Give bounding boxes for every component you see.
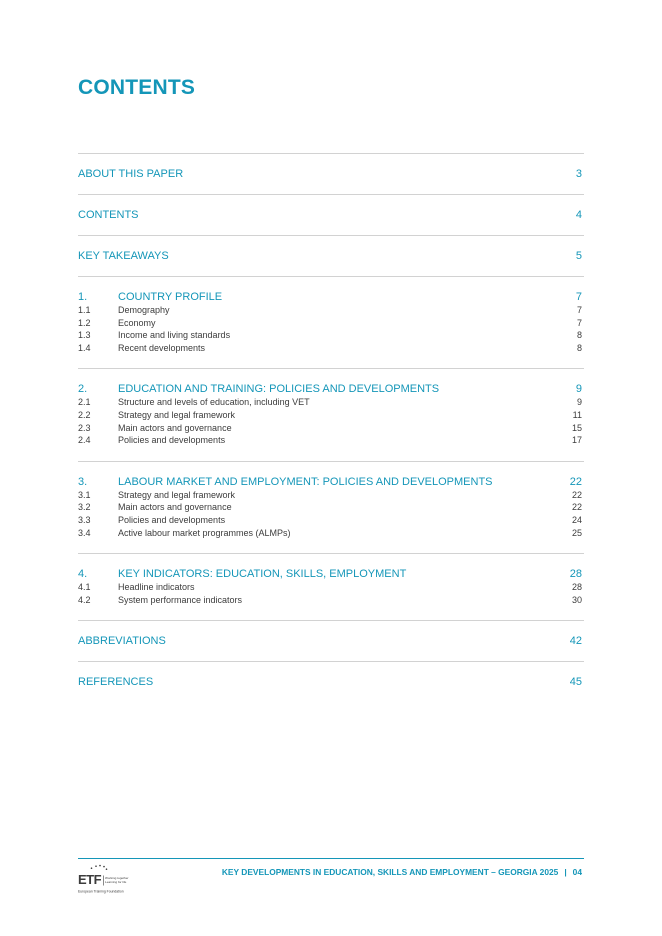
section-number: 3. [78, 475, 88, 488]
footer-separator: | [564, 867, 567, 877]
subentry-page: 7 [576, 317, 582, 328]
subentry-label: Income and living standards [118, 330, 231, 341]
subentry-page: 7 [576, 305, 582, 315]
subentry-number: 3.2 [78, 502, 91, 513]
toc-section-3 [78, 462, 584, 553]
footer-page-number: 04 [572, 867, 582, 877]
toc-entry-takeaways[interactable] [78, 236, 584, 276]
subentry-page: 17 [571, 435, 582, 446]
toc-entry-page: 3 [575, 168, 582, 180]
toc-entry-label: ABBREVIATIONS [78, 635, 166, 648]
toc-entry-abbreviations[interactable] [78, 621, 584, 661]
toc-entry-label: CONTENTS [78, 209, 139, 221]
subentry-page: 8 [576, 330, 582, 341]
subentry-label: Structure and levels of education, including VET [118, 397, 310, 408]
toc-entry-label: ABOUT THIS PAPER [78, 168, 184, 180]
section-label: EDUCATION AND TRAINING: POLICIES AND DEVELOPMENTS [118, 383, 440, 396]
page-title: CONTENTS [78, 76, 196, 99]
toc-subentry[interactable] [78, 501, 584, 514]
toc-subentry[interactable] [78, 514, 584, 527]
subentry-page: 15 [571, 422, 582, 433]
table-of-contents [78, 153, 584, 702]
toc-subentry[interactable] [78, 329, 584, 342]
subentry-number: 2.3 [78, 422, 91, 433]
subentry-label: Strategy and legal framework [118, 409, 236, 420]
subentry-number: 1.3 [78, 330, 91, 341]
toc-subentry[interactable] [78, 342, 584, 355]
toc-entry-page: 4 [575, 209, 582, 221]
section-number: 2. [78, 383, 88, 396]
subentry-label: Demography [118, 305, 170, 315]
section-page: 28 [569, 568, 582, 581]
subentry-number: 1.4 [78, 342, 91, 353]
subentry-label: Recent developments [118, 342, 206, 353]
subentry-page: 8 [576, 342, 582, 353]
subentry-label: Policies and developments [118, 435, 226, 446]
section-page: 22 [569, 475, 582, 488]
subentry-label: Main actors and governance [118, 422, 232, 433]
toc-entry-about[interactable] [78, 154, 584, 194]
subentry-number: 2.4 [78, 435, 91, 446]
subentry-number: 1.2 [78, 317, 91, 328]
toc-entry-contents[interactable] [78, 195, 584, 235]
subentry-label: Policies and developments [118, 514, 226, 525]
toc-subentry[interactable] [78, 396, 584, 409]
toc-subentry[interactable] [78, 422, 584, 435]
subentry-number: 3.3 [78, 514, 91, 525]
subentry-page: 22 [571, 502, 582, 513]
toc-entry-page: 45 [569, 676, 582, 689]
subentry-label: Active labour market programmes (ALMPs) [118, 527, 291, 538]
subentry-label: Headline indicators [118, 582, 195, 593]
etf-logo [78, 864, 130, 894]
toc-entry-page: 5 [575, 250, 582, 262]
subentry-page: 24 [571, 514, 582, 525]
svg-text:European Training Foundation: European Training Foundation [78, 889, 124, 894]
toc-section-heading[interactable] [78, 475, 584, 489]
subentry-number: 2.1 [78, 397, 91, 408]
toc-entry-label: REFERENCES [78, 676, 154, 689]
subentry-number: 1.1 [78, 305, 91, 315]
toc-subentry[interactable] [78, 581, 584, 594]
toc-section-4 [78, 554, 584, 620]
subentry-label: Main actors and governance [118, 502, 232, 513]
subentry-number: 2.2 [78, 409, 91, 420]
toc-section-heading[interactable] [78, 290, 584, 304]
toc-subentry[interactable] [78, 594, 584, 607]
toc-entry-label: KEY TAKEAWAYS [78, 250, 169, 262]
toc-entry-references[interactable] [78, 662, 584, 702]
section-number: 1. [78, 291, 88, 303]
toc-section-heading[interactable] [78, 382, 584, 396]
toc-subentry[interactable] [78, 489, 584, 502]
footer-divider [78, 858, 584, 859]
svg-text:Working together: Working together [105, 876, 129, 880]
toc-subentry[interactable] [78, 527, 584, 540]
subentry-page: 11 [572, 409, 582, 420]
toc-subentry[interactable] [78, 434, 584, 447]
running-footer [222, 867, 582, 877]
subentry-number: 3.1 [78, 489, 91, 500]
section-label: KEY INDICATORS: EDUCATION, SKILLS, EMPLOYMENT [118, 568, 407, 581]
footer-title: KEY DEVELOPMENTS IN EDUCATION, SKILLS AND EMPLOYMENT – GEORGIA 2025 [221, 867, 559, 877]
section-page: 9 [575, 383, 582, 396]
toc-subentry[interactable] [78, 317, 584, 330]
subentry-label: System performance indicators [118, 594, 243, 605]
subentry-number: 4.1 [78, 582, 91, 593]
svg-text:ETF: ETF [78, 872, 102, 887]
svg-text:Learning for life: Learning for life [105, 880, 127, 884]
toc-subentry[interactable] [78, 304, 584, 317]
subentry-page: 9 [576, 397, 582, 408]
subentry-page: 28 [571, 582, 582, 593]
section-label: COUNTRY PROFILE [118, 291, 223, 303]
subentry-label: Strategy and legal framework [118, 489, 236, 500]
toc-section-1 [78, 277, 584, 368]
toc-entry-page: 42 [569, 635, 582, 648]
section-number: 4. [78, 568, 88, 581]
section-label: LABOUR MARKET AND EMPLOYMENT: POLICIES AND DEVELOPMENTS [118, 475, 493, 488]
subentry-page: 25 [571, 527, 582, 538]
toc-section-2 [78, 369, 584, 460]
subentry-number: 4.2 [78, 594, 91, 605]
toc-section-heading[interactable] [78, 567, 584, 581]
subentry-page: 30 [571, 594, 582, 605]
toc-subentry[interactable] [78, 409, 584, 422]
subentry-label: Economy [118, 317, 156, 328]
subentry-number: 3.4 [78, 527, 91, 538]
section-page: 7 [575, 291, 582, 303]
subentry-page: 22 [571, 489, 582, 500]
